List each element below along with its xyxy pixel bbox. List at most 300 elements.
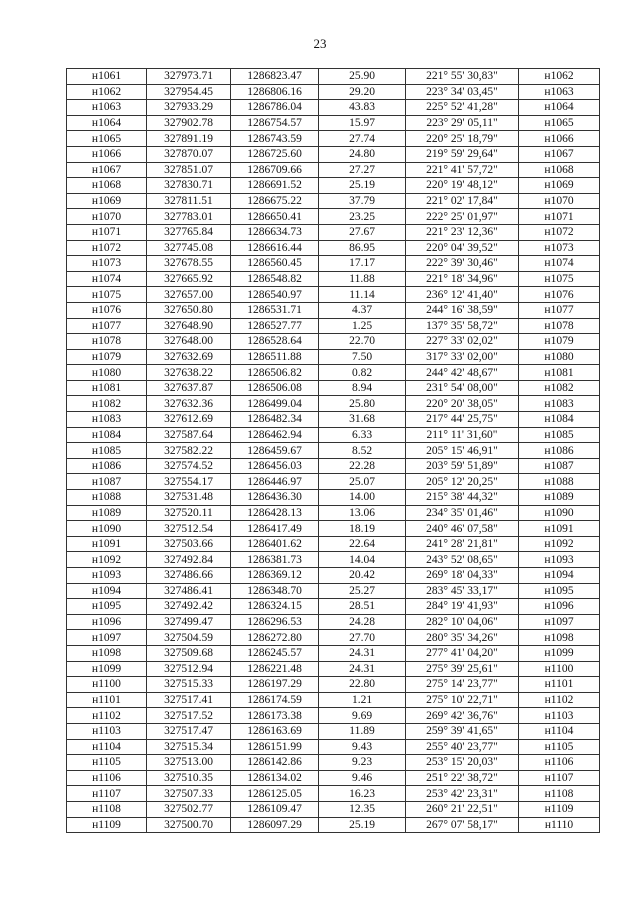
cell-coord-x: 327499.47	[147, 614, 231, 630]
cell-direction-angle: 236° 12' 41,40"	[406, 287, 519, 303]
cell-coord-y: 1286348.70	[231, 583, 319, 599]
cell-point-to: н1075	[519, 271, 600, 287]
cell-direction-angle: 275° 39' 25,61"	[406, 661, 519, 677]
cell-point-from: н1094	[67, 583, 147, 599]
cell-distance: 24.31	[319, 661, 406, 677]
cell-direction-angle: 244° 16' 38,59"	[406, 302, 519, 318]
cell-point-from: н1077	[67, 318, 147, 334]
cell-point-from: н1071	[67, 224, 147, 240]
cell-point-from: н1081	[67, 380, 147, 396]
cell-point-from: н1095	[67, 599, 147, 615]
table-row	[67, 739, 600, 755]
cell-coord-y: 1286097.29	[231, 817, 319, 833]
cell-coord-y: 1286528.64	[231, 334, 319, 350]
cell-coord-y: 1286125.05	[231, 786, 319, 802]
cell-direction-angle: 220° 04' 39,52"	[406, 240, 519, 256]
cell-point-from: н1108	[67, 801, 147, 817]
cell-coord-x: 327503.66	[147, 536, 231, 552]
cell-coord-y: 1286823.47	[231, 69, 319, 85]
cell-distance: 25.90	[319, 69, 406, 85]
table-row	[67, 583, 600, 599]
table-row	[67, 287, 600, 303]
cell-coord-y: 1286428.13	[231, 505, 319, 521]
cell-point-from: н1061	[67, 69, 147, 85]
cell-direction-angle: 317° 33' 02,00"	[406, 349, 519, 365]
cell-coord-x: 327486.41	[147, 583, 231, 599]
cell-coord-y: 1286174.59	[231, 692, 319, 708]
cell-direction-angle: 219° 59' 29,64"	[406, 146, 519, 162]
cell-coord-y: 1286142.86	[231, 755, 319, 771]
cell-coord-y: 1286506.08	[231, 380, 319, 396]
cell-point-to: н1108	[519, 786, 600, 802]
cell-distance: 37.79	[319, 193, 406, 209]
cell-point-to: н1076	[519, 287, 600, 303]
cell-direction-angle: 267° 07' 58,17"	[406, 817, 519, 833]
cell-coord-y: 1286381.73	[231, 552, 319, 568]
table-row	[67, 474, 600, 490]
cell-point-from: н1092	[67, 552, 147, 568]
cell-coord-x: 327512.54	[147, 521, 231, 537]
cell-coord-x: 327902.78	[147, 115, 231, 131]
cell-coord-y: 1286786.04	[231, 100, 319, 116]
cell-coord-x: 327554.17	[147, 474, 231, 490]
cell-point-to: н1066	[519, 131, 600, 147]
cell-point-to: н1098	[519, 630, 600, 646]
cell-coord-x: 327830.71	[147, 178, 231, 194]
cell-coord-y: 1286806.16	[231, 84, 319, 100]
cell-distance: 27.74	[319, 131, 406, 147]
table-row	[67, 568, 600, 584]
cell-point-to: н1106	[519, 755, 600, 771]
table-row	[67, 817, 600, 833]
cell-point-to: н1092	[519, 536, 600, 552]
cell-direction-angle: 215° 38' 44,32"	[406, 490, 519, 506]
cell-point-from: н1099	[67, 661, 147, 677]
cell-direction-angle: 269° 42' 36,76"	[406, 708, 519, 724]
cell-direction-angle: 240° 46' 07,58"	[406, 521, 519, 537]
cell-coord-y: 1286540.97	[231, 287, 319, 303]
table-row	[67, 645, 600, 661]
table-row	[67, 677, 600, 693]
cell-point-to: н1065	[519, 115, 600, 131]
cell-coord-y: 1286616.44	[231, 240, 319, 256]
cell-coord-y: 1286499.04	[231, 396, 319, 412]
coordinates-table-body	[67, 69, 600, 833]
cell-point-from: н1089	[67, 505, 147, 521]
cell-distance: 8.94	[319, 380, 406, 396]
cell-distance: 12.35	[319, 801, 406, 817]
cell-coord-x: 327502.77	[147, 801, 231, 817]
table-row	[67, 755, 600, 771]
cell-coord-y: 1286743.59	[231, 131, 319, 147]
cell-direction-angle: 275° 14' 23,77"	[406, 677, 519, 693]
cell-point-from: н1085	[67, 443, 147, 459]
table-row	[67, 412, 600, 428]
cell-point-to: н1096	[519, 599, 600, 615]
table-row	[67, 490, 600, 506]
cell-direction-angle: 211° 11' 31,60"	[406, 427, 519, 443]
cell-coord-x: 327891.19	[147, 131, 231, 147]
cell-distance: 0.82	[319, 365, 406, 381]
cell-coord-x: 327648.00	[147, 334, 231, 350]
cell-coord-x: 327574.52	[147, 458, 231, 474]
cell-point-from: н1078	[67, 334, 147, 350]
cell-coord-x: 327783.01	[147, 209, 231, 225]
table-row	[67, 209, 600, 225]
cell-coord-y: 1286691.52	[231, 178, 319, 194]
cell-point-from: н1106	[67, 770, 147, 786]
cell-distance: 23.25	[319, 209, 406, 225]
cell-direction-angle: 205° 15' 46,91"	[406, 443, 519, 459]
cell-direction-angle: 223° 34' 03,45"	[406, 84, 519, 100]
table-row	[67, 427, 600, 443]
table-row	[67, 334, 600, 350]
cell-coord-y: 1286245.57	[231, 645, 319, 661]
cell-direction-angle: 284° 19' 41,93"	[406, 599, 519, 615]
cell-coord-y: 1286725.60	[231, 146, 319, 162]
cell-coord-x: 327509.68	[147, 645, 231, 661]
cell-coord-x: 327507.33	[147, 786, 231, 802]
cell-direction-angle: 220° 19' 48,12"	[406, 178, 519, 194]
cell-point-to: н1077	[519, 302, 600, 318]
cell-direction-angle: 205° 12' 20,25"	[406, 474, 519, 490]
cell-coord-x: 327486.66	[147, 568, 231, 584]
cell-point-from: н1087	[67, 474, 147, 490]
table-row	[67, 240, 600, 256]
cell-distance: 7.50	[319, 349, 406, 365]
cell-point-to: н1086	[519, 443, 600, 459]
cell-direction-angle: 269° 18' 04,33"	[406, 568, 519, 584]
cell-direction-angle: 222° 39' 30,46"	[406, 256, 519, 272]
cell-distance: 18.19	[319, 521, 406, 537]
cell-point-from: н1102	[67, 708, 147, 724]
table-row	[67, 224, 600, 240]
cell-distance: 11.14	[319, 287, 406, 303]
cell-point-from: н1104	[67, 739, 147, 755]
cell-coord-y: 1286197.29	[231, 677, 319, 693]
cell-point-from: н1067	[67, 162, 147, 178]
cell-coord-x: 327515.34	[147, 739, 231, 755]
cell-coord-y: 1286527.77	[231, 318, 319, 334]
cell-coord-y: 1286709.66	[231, 162, 319, 178]
cell-point-to: н1080	[519, 349, 600, 365]
cell-point-to: н1107	[519, 770, 600, 786]
cell-coord-x: 327638.22	[147, 365, 231, 381]
cell-coord-y: 1286173.38	[231, 708, 319, 724]
cell-coord-x: 327648.90	[147, 318, 231, 334]
cell-direction-angle: 244° 42' 48,67"	[406, 365, 519, 381]
table-row	[67, 162, 600, 178]
cell-distance: 31.68	[319, 412, 406, 428]
cell-point-to: н1097	[519, 614, 600, 630]
cell-direction-angle: 221° 55' 30,83"	[406, 69, 519, 85]
cell-coord-y: 1286754.57	[231, 115, 319, 131]
cell-point-from: н1088	[67, 490, 147, 506]
cell-point-to: н1100	[519, 661, 600, 677]
cell-distance: 20.42	[319, 568, 406, 584]
cell-distance: 9.23	[319, 755, 406, 771]
cell-point-to: н1072	[519, 224, 600, 240]
cell-coord-y: 1286369.12	[231, 568, 319, 584]
cell-coord-x: 327492.42	[147, 599, 231, 615]
cell-coord-y: 1286548.82	[231, 271, 319, 287]
cell-point-from: н1105	[67, 755, 147, 771]
cell-point-from: н1086	[67, 458, 147, 474]
cell-distance: 27.27	[319, 162, 406, 178]
cell-distance: 25.07	[319, 474, 406, 490]
cell-coord-y: 1286272.80	[231, 630, 319, 646]
table-row	[67, 801, 600, 817]
cell-point-to: н1083	[519, 396, 600, 412]
cell-coord-y: 1286324.15	[231, 599, 319, 615]
table-row	[67, 723, 600, 739]
cell-point-to: н1071	[519, 209, 600, 225]
cell-coord-y: 1286221.48	[231, 661, 319, 677]
cell-point-from: н1082	[67, 396, 147, 412]
cell-direction-angle: 243° 52' 08,65"	[406, 552, 519, 568]
cell-coord-x: 327500.70	[147, 817, 231, 833]
cell-point-to: н1085	[519, 427, 600, 443]
cell-direction-angle: 220° 20' 38,05"	[406, 396, 519, 412]
cell-point-to: н1073	[519, 240, 600, 256]
cell-point-from: н1096	[67, 614, 147, 630]
table-row	[67, 661, 600, 677]
cell-distance: 11.89	[319, 723, 406, 739]
cell-point-from: н1064	[67, 115, 147, 131]
cell-point-to: н1093	[519, 552, 600, 568]
cell-point-from: н1100	[67, 677, 147, 693]
table-row	[67, 115, 600, 131]
cell-coord-x: 327650.80	[147, 302, 231, 318]
cell-point-to: н1064	[519, 100, 600, 116]
cell-coord-y: 1286296.53	[231, 614, 319, 630]
cell-direction-angle: 282° 10' 04,06"	[406, 614, 519, 630]
cell-point-from: н1098	[67, 645, 147, 661]
cell-point-from: н1062	[67, 84, 147, 100]
cell-point-from: н1097	[67, 630, 147, 646]
cell-coord-x: 327665.92	[147, 271, 231, 287]
cell-direction-angle: 217° 44' 25,75"	[406, 412, 519, 428]
cell-point-from: н1103	[67, 723, 147, 739]
cell-point-to: н1084	[519, 412, 600, 428]
cell-coord-x: 327517.41	[147, 692, 231, 708]
cell-direction-angle: 260° 21' 22,51"	[406, 801, 519, 817]
cell-coord-x: 327582.22	[147, 443, 231, 459]
cell-distance: 9.46	[319, 770, 406, 786]
cell-distance: 14.04	[319, 552, 406, 568]
cell-coord-x: 327587.64	[147, 427, 231, 443]
cell-direction-angle: 137° 35' 58,72"	[406, 318, 519, 334]
cell-coord-x: 327933.29	[147, 100, 231, 116]
cell-coord-x: 327517.47	[147, 723, 231, 739]
cell-direction-angle: 221° 41' 57,72"	[406, 162, 519, 178]
cell-distance: 22.70	[319, 334, 406, 350]
table-row	[67, 536, 600, 552]
cell-coord-x: 327973.71	[147, 69, 231, 85]
cell-distance: 22.64	[319, 536, 406, 552]
table-row	[67, 100, 600, 116]
cell-point-to: н1078	[519, 318, 600, 334]
cell-coord-x: 327504.59	[147, 630, 231, 646]
page-number: 23	[313, 36, 327, 51]
cell-direction-angle: 221° 18' 34,96"	[406, 271, 519, 287]
cell-direction-angle: 231° 54' 08,00"	[406, 380, 519, 396]
cell-point-from: н1065	[67, 131, 147, 147]
cell-point-to: н1068	[519, 162, 600, 178]
table-row	[67, 552, 600, 568]
cell-coord-x: 327512.94	[147, 661, 231, 677]
cell-distance: 14.00	[319, 490, 406, 506]
cell-distance: 86.95	[319, 240, 406, 256]
cell-point-from: н1091	[67, 536, 147, 552]
cell-point-from: н1073	[67, 256, 147, 272]
cell-point-from: н1068	[67, 178, 147, 194]
cell-point-to: н1074	[519, 256, 600, 272]
cell-point-to: н1104	[519, 723, 600, 739]
cell-direction-angle: 275° 10' 22,71"	[406, 692, 519, 708]
table-row	[67, 318, 600, 334]
cell-point-to: н1091	[519, 521, 600, 537]
cell-coord-y: 1286163.69	[231, 723, 319, 739]
cell-coord-x: 327517.52	[147, 708, 231, 724]
cell-point-to: н1067	[519, 146, 600, 162]
cell-direction-angle: 283° 45' 33,17"	[406, 583, 519, 599]
cell-coord-x: 327612.69	[147, 412, 231, 428]
cell-coord-x: 327811.51	[147, 193, 231, 209]
cell-point-to: н1082	[519, 380, 600, 396]
cell-point-to: н1099	[519, 645, 600, 661]
table-row	[67, 193, 600, 209]
cell-direction-angle: 222° 25' 01,97"	[406, 209, 519, 225]
cell-point-to: н1070	[519, 193, 600, 209]
cell-distance: 28.51	[319, 599, 406, 615]
cell-point-to: н1094	[519, 568, 600, 584]
table-row	[67, 302, 600, 318]
table-row	[67, 521, 600, 537]
cell-coord-y: 1286482.34	[231, 412, 319, 428]
cell-coord-y: 1286462.94	[231, 427, 319, 443]
cell-point-from: н1079	[67, 349, 147, 365]
cell-point-from: н1070	[67, 209, 147, 225]
table-row	[67, 458, 600, 474]
cell-point-from: н1109	[67, 817, 147, 833]
cell-point-from: н1101	[67, 692, 147, 708]
table-row	[67, 365, 600, 381]
table-row	[67, 770, 600, 786]
cell-coord-x: 327851.07	[147, 162, 231, 178]
cell-coord-y: 1286459.67	[231, 443, 319, 459]
cell-point-to: н1110	[519, 817, 600, 833]
cell-distance: 1.21	[319, 692, 406, 708]
table-row	[67, 614, 600, 630]
cell-direction-angle: 221° 23' 12,36"	[406, 224, 519, 240]
cell-coord-y: 1286401.62	[231, 536, 319, 552]
cell-coord-x: 327510.35	[147, 770, 231, 786]
cell-distance: 9.69	[319, 708, 406, 724]
cell-direction-angle: 220° 25' 18,79"	[406, 131, 519, 147]
table-row	[67, 692, 600, 708]
table-row	[67, 349, 600, 365]
cell-coord-x: 327531.48	[147, 490, 231, 506]
table-row	[67, 146, 600, 162]
cell-distance: 25.19	[319, 178, 406, 194]
table-row	[67, 271, 600, 287]
cell-point-from: н1080	[67, 365, 147, 381]
cell-distance: 22.28	[319, 458, 406, 474]
cell-point-to: н1090	[519, 505, 600, 521]
cell-point-from: н1083	[67, 412, 147, 428]
cell-point-from: н1084	[67, 427, 147, 443]
cell-coord-y: 1286436.30	[231, 490, 319, 506]
cell-distance: 6.33	[319, 427, 406, 443]
cell-point-from: н1090	[67, 521, 147, 537]
coordinates-table	[66, 68, 600, 833]
cell-distance: 27.67	[319, 224, 406, 240]
table-row	[67, 131, 600, 147]
cell-point-from: н1063	[67, 100, 147, 116]
cell-coord-y: 1286634.73	[231, 224, 319, 240]
cell-coord-x: 327870.07	[147, 146, 231, 162]
cell-coord-x: 327632.36	[147, 396, 231, 412]
cell-distance: 8.52	[319, 443, 406, 459]
cell-coord-y: 1286531.71	[231, 302, 319, 318]
table-row	[67, 178, 600, 194]
cell-direction-angle: 255° 40' 23,77"	[406, 739, 519, 755]
table-row	[67, 443, 600, 459]
cell-direction-angle: 203° 59' 51,89"	[406, 458, 519, 474]
table-row	[67, 84, 600, 100]
cell-distance: 9.43	[319, 739, 406, 755]
cell-distance: 29.20	[319, 84, 406, 100]
cell-direction-angle: 251° 22' 38,72"	[406, 770, 519, 786]
cell-point-to: н1105	[519, 739, 600, 755]
cell-coord-y: 1286560.45	[231, 256, 319, 272]
cell-coord-x: 327678.55	[147, 256, 231, 272]
table-row	[67, 256, 600, 272]
cell-distance: 43.83	[319, 100, 406, 116]
cell-point-to: н1062	[519, 69, 600, 85]
cell-coord-x: 327765.84	[147, 224, 231, 240]
cell-distance: 15.97	[319, 115, 406, 131]
cell-point-from: н1107	[67, 786, 147, 802]
cell-coord-y: 1286506.82	[231, 365, 319, 381]
cell-distance: 22.80	[319, 677, 406, 693]
cell-coord-x: 327954.45	[147, 84, 231, 100]
cell-distance: 24.80	[319, 146, 406, 162]
cell-point-to: н1081	[519, 365, 600, 381]
cell-coord-y: 1286446.97	[231, 474, 319, 490]
cell-coord-y: 1286650.41	[231, 209, 319, 225]
cell-point-to: н1087	[519, 458, 600, 474]
cell-distance: 11.88	[319, 271, 406, 287]
table-row	[67, 396, 600, 412]
cell-coord-y: 1286675.22	[231, 193, 319, 209]
cell-coord-x: 327492.84	[147, 552, 231, 568]
table-row	[67, 380, 600, 396]
cell-point-to: н1101	[519, 677, 600, 693]
cell-point-to: н1102	[519, 692, 600, 708]
cell-distance: 25.19	[319, 817, 406, 833]
table-row	[67, 505, 600, 521]
cell-coord-y: 1286134.02	[231, 770, 319, 786]
cell-direction-angle: 223° 29' 05,11"	[406, 115, 519, 131]
cell-point-from: н1072	[67, 240, 147, 256]
cell-point-to: н1069	[519, 178, 600, 194]
cell-coord-y: 1286109.47	[231, 801, 319, 817]
cell-distance: 1.25	[319, 318, 406, 334]
cell-point-from: н1093	[67, 568, 147, 584]
cell-distance: 24.28	[319, 614, 406, 630]
